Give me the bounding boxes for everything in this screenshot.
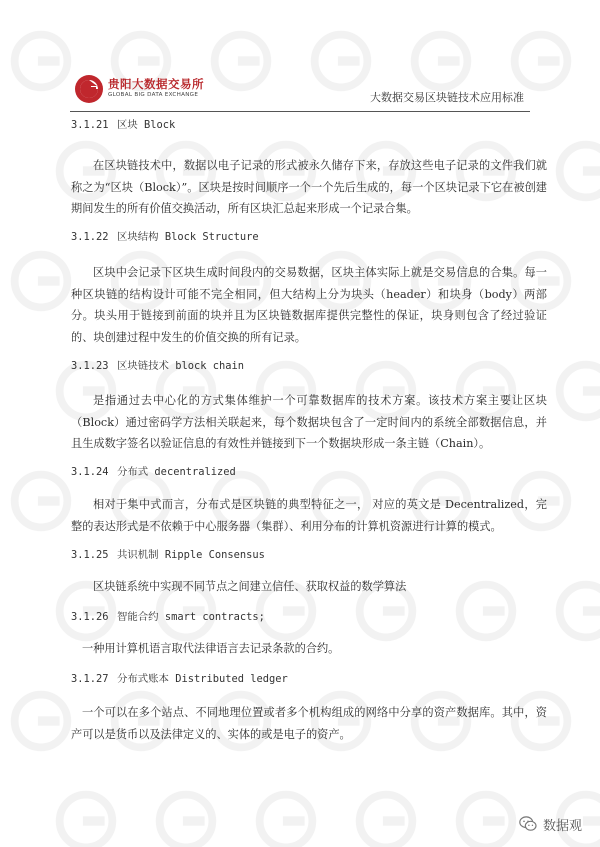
section-number: 3.1.25 <box>71 549 109 561</box>
section-heading <box>71 670 288 685</box>
section-heading <box>71 228 259 243</box>
wechat-icon <box>519 816 537 832</box>
logo-cn-text: 贵阳大数据交易所 <box>108 77 204 91</box>
section-title: 智能合约 smart contracts; <box>117 611 265 623</box>
section-title: 区块链技术 block chain <box>117 360 245 372</box>
section-paragraph: 区块中会记录下区块生成时间段内的交易数据，区块主体实际上就是交易信息的合集。每一种区块链的结构设计可能不完全相同，但大结构上分为块头（header）和块身（body）两部分。块头用于链接到前面的块并且为区块链数据库提供完整性的保证，块身则包含了经过验证的、块创建过程中发生的价值交换的所有记录。 <box>71 266 547 344</box>
section-paragraph: 是指通过去中心化的方式集体维护一个可靠数据库的技术方案。该技术方案主要让区块（Block）通过密码学方法相关联起来，每个数据块包含了一定时间内的系统全部数据信息，并且生成数字签名以验证信息的有效性并链接到下一个数据块形成一条主链（Chain）。 <box>71 394 547 450</box>
logo-en-text: GLOBAL BIG DATA EXCHANGE <box>108 92 199 98</box>
footer-brand-text: 数据观 <box>542 818 582 834</box>
section-heading <box>71 357 244 372</box>
section-number: 3.1.23 <box>71 360 109 372</box>
footer-brand <box>519 815 582 833</box>
section-number: 3.1.26 <box>71 611 109 623</box>
section-number: 3.1.21 <box>71 119 109 131</box>
document-title: 大数据交易区块链技术应用标准 <box>370 91 524 104</box>
section-heading <box>71 546 265 561</box>
section-paragraph: 一个可以在多个站点、不同地理位置或者多个机构组成的网络中分享的资产数据库。其中，资产可以是货币以及法律定义的、实体的或是电子的资产。 <box>71 706 547 741</box>
section-title: 区块结构 Block Structure <box>117 231 259 243</box>
section-number: 3.1.24 <box>71 466 109 478</box>
section-paragraph: 一种用计算机语言取代法律语言去记录条款的合约。 <box>82 642 340 655</box>
section-number: 3.1.27 <box>71 673 109 685</box>
section-paragraph: 相对于集中式而言，分布式是区块链的典型特征之一， 对应的英文是 Decentralized，完整的表达形式是不依赖于中心服务器（集群）、利用分布的计算机资源进行计算的模式。 <box>71 498 547 533</box>
section-heading <box>71 608 265 623</box>
section-title: 共识机制 Ripple Consensus <box>117 549 265 561</box>
section-paragraph: 在区块链技术中，数据以电子记录的形式被永久储存下来，存放这些电子记录的文件我们就称之为“区块（Block）”。区块是按时间顺序一个一个先后生成的，每一个区块记录下它在被创建期间发生的所有价值交换活动，所有区块汇总起来形成一个记录合集。 <box>71 159 547 215</box>
section-title: 区块 Block <box>117 119 176 131</box>
section-heading <box>71 463 236 478</box>
section-number: 3.1.22 <box>71 231 109 243</box>
section-heading <box>71 116 175 131</box>
section-paragraph: 区块链系统中实现不同节点之间建立信任、获取权益的数学算法 <box>93 580 407 593</box>
section-title: 分布式 decentralized <box>117 466 236 478</box>
section-title: 分布式账本 Distributed ledger <box>117 673 288 685</box>
